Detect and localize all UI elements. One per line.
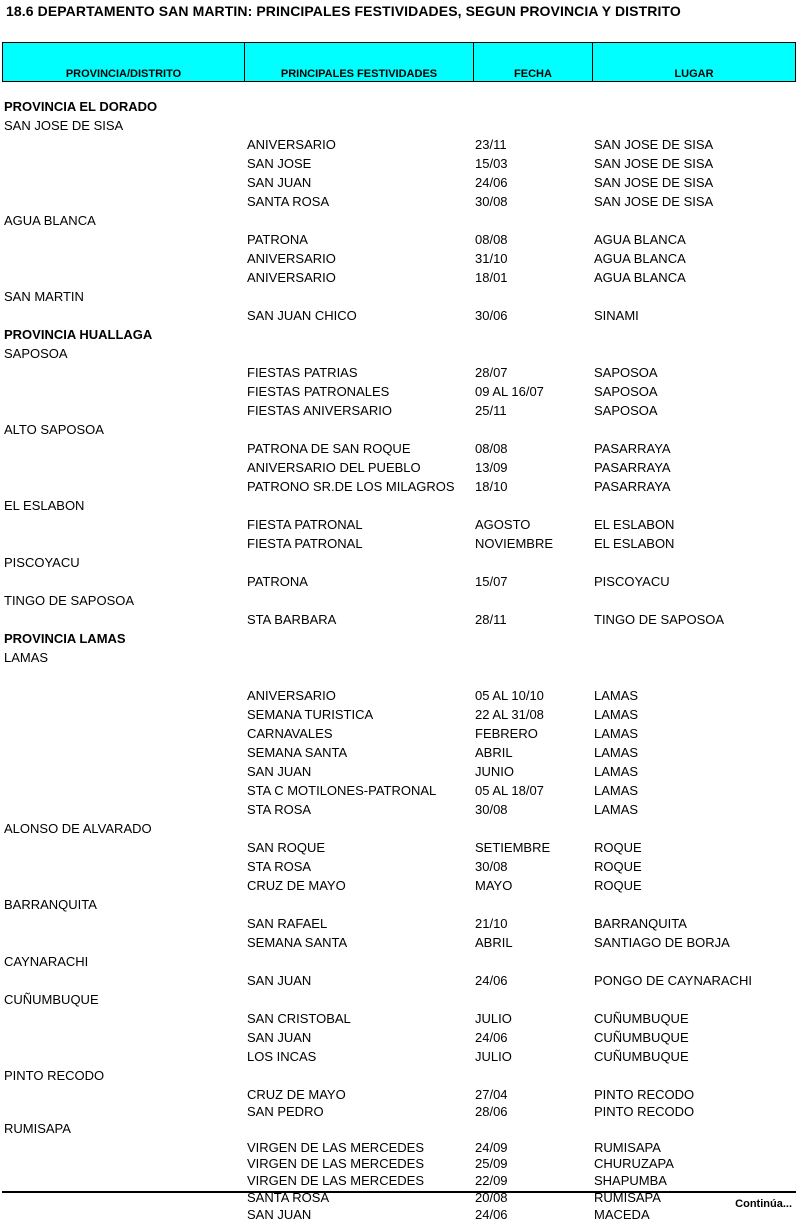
header-fecha: FECHA (474, 43, 593, 81)
festivity-cell: VIRGEN DE LAS MERCEDES (247, 1156, 424, 1172)
date-cell: 18/10 (475, 479, 508, 494)
date-cell: 15/03 (475, 156, 508, 171)
district-name: PINTO RECODO (4, 1068, 105, 1083)
district-name: SAN JOSE DE SISA (4, 118, 124, 133)
district-row (0, 211, 798, 230)
date-cell: 30/06 (475, 308, 508, 323)
table-row (0, 857, 798, 876)
place-cell: LAMAS (594, 783, 639, 798)
place-cell: RUMISAPA (594, 1139, 661, 1155)
date-cell: 28/11 (475, 612, 507, 627)
date-cell: 24/06 (475, 175, 508, 190)
table-row (0, 1009, 798, 1028)
date-cell: 22/09 (475, 1173, 508, 1188)
place-cell: MACEDA (594, 1206, 650, 1222)
district-name: BARRANQUITA (4, 897, 97, 912)
date-cell: 25/09 (475, 1156, 508, 1172)
festivity-cell: SAN ROQUE (247, 840, 326, 855)
table-row (0, 610, 798, 629)
district-row (0, 553, 798, 572)
place-cell: CUÑUMBUQUE (594, 1011, 689, 1026)
district-row (0, 895, 798, 914)
date-cell: 15/07 (475, 574, 508, 589)
date-cell: 05 AL 10/10 (475, 688, 544, 703)
table-row (0, 1138, 798, 1155)
festivity-cell: SAN JUAN (247, 973, 312, 988)
header-lugar: LUGAR (674, 68, 714, 80)
table-row (0, 306, 798, 325)
table-row (0, 762, 798, 781)
district-name: CAYNARACHI (4, 954, 89, 969)
festivity-cell: ANIVERSARIO (247, 688, 336, 703)
table-row (0, 249, 798, 268)
table-row (0, 439, 798, 458)
festivity-cell: SEMANA SANTA (247, 935, 348, 950)
table-row (0, 135, 798, 154)
festivity-cell: CRUZ DE MAYO (247, 1087, 346, 1102)
table-row (0, 230, 798, 249)
festivity-cell: STA ROSA (247, 802, 312, 817)
date-cell: NOVIEMBRE (475, 536, 554, 551)
date-cell: JULIO (475, 1049, 512, 1064)
festivity-cell: CRUZ DE MAYO (247, 878, 346, 893)
table-row (0, 401, 798, 420)
date-cell: 30/08 (475, 859, 508, 874)
district-row (0, 952, 798, 971)
place-cell: SAN JOSE DE SISA (594, 175, 714, 190)
table-row (0, 1171, 798, 1188)
district-row (0, 420, 798, 439)
district-name: LAMAS (4, 650, 49, 665)
table-row (0, 876, 798, 895)
place-cell: AGUA BLANCA (594, 251, 686, 266)
district-name: ALONSO DE ALVARADO (4, 821, 152, 836)
place-cell: SAN JOSE DE SISA (594, 156, 714, 171)
festivity-cell: FIESTA PATRONAL (247, 536, 363, 551)
table-row (0, 477, 798, 496)
festivity-cell: SANTA ROSA (247, 1189, 330, 1205)
festivity-cell: ANIVERSARIO DEL PUEBLO (247, 460, 421, 475)
date-cell: 09 AL 16/07 (475, 384, 544, 399)
date-cell: MAYO (475, 878, 513, 893)
date-cell: 23/11 (475, 137, 507, 152)
province-name: PROVINCIA LAMAS (4, 631, 126, 646)
district-row (0, 990, 798, 1009)
district-name: SAPOSOA (4, 346, 68, 361)
place-cell: LAMAS (594, 726, 639, 741)
district-row (0, 648, 798, 667)
header-festividades: PRINCIPALES FESTIVIDADES (245, 43, 474, 81)
table-row (0, 363, 798, 382)
province-row (0, 325, 798, 344)
place-cell: LAMAS (594, 745, 639, 760)
festivity-cell: SEMANA TURISTICA (247, 707, 374, 722)
date-cell: 25/11 (475, 403, 507, 418)
place-cell: AGUA BLANCA (594, 270, 686, 285)
festivity-cell: FIESTAS ANIVERSARIO (247, 403, 392, 418)
table-row (0, 838, 798, 857)
date-cell: 30/08 (475, 802, 508, 817)
festivity-cell: ANIVERSARIO (247, 137, 336, 152)
district-name: RUMISAPA (4, 1120, 71, 1136)
table-row (0, 724, 798, 743)
table-row (0, 382, 798, 401)
table-row (0, 1154, 798, 1171)
place-cell: LAMAS (594, 688, 639, 703)
place-cell: PASARRAYA (594, 441, 671, 456)
festivity-cell: STA C MOTILONES-PATRONAL (247, 783, 437, 798)
place-cell: SHAPUMBA (594, 1173, 667, 1188)
header-provincia: PROVINCIA/DISTRITO (3, 43, 245, 81)
place-cell: SAN JOSE DE SISA (594, 194, 714, 209)
spacer-row (0, 667, 798, 686)
date-cell: 28/06 (475, 1103, 508, 1119)
place-cell: PASARRAYA (594, 479, 671, 494)
place-cell: PASARRAYA (594, 460, 671, 475)
place-cell: SAPOSOA (594, 384, 658, 399)
province-row (0, 97, 798, 116)
date-cell: 24/06 (475, 1206, 508, 1222)
festivity-cell: SAN JOSE (247, 156, 312, 171)
table-header (2, 42, 796, 82)
place-cell: EL ESLABON (594, 536, 675, 551)
place-cell: LAMAS (594, 764, 639, 779)
festivity-cell: SEMANA SANTA (247, 745, 348, 760)
place-cell: ROQUE (594, 859, 642, 874)
festivity-cell: STA ROSA (247, 859, 312, 874)
date-cell: ABRIL (475, 745, 513, 760)
festivity-cell: SAN JUAN (247, 764, 312, 779)
table-row (0, 572, 798, 591)
place-cell: SAPOSOA (594, 365, 658, 380)
table-row (0, 971, 798, 990)
place-cell: LAMAS (594, 707, 639, 722)
district-row (0, 344, 798, 363)
province-name: PROVINCIA HUALLAGA (4, 327, 153, 342)
district-row (0, 116, 798, 135)
district-name: SAN MARTIN (4, 289, 84, 304)
place-cell: BARRANQUITA (594, 916, 687, 931)
district-name: CUÑUMBUQUE (4, 992, 99, 1007)
date-cell: 13/09 (475, 460, 508, 475)
table-row (0, 743, 798, 762)
festivity-cell: PATRONA DE SAN ROQUE (247, 441, 411, 456)
festivity-cell: SAN CRISTOBAL (247, 1011, 351, 1026)
festivity-cell: SAN JUAN (247, 1206, 312, 1222)
table-row (0, 1028, 798, 1047)
festivity-cell: SANTA ROSA (247, 194, 330, 209)
district-row (0, 1119, 798, 1138)
place-cell: RUMISAPA (594, 1189, 661, 1205)
festivity-cell: ANIVERSARIO (247, 251, 336, 266)
festivity-cell: SAN JUAN CHICO (247, 308, 357, 323)
date-cell: 08/08 (475, 232, 508, 247)
date-cell: 24/06 (475, 973, 508, 988)
district-row (0, 287, 798, 306)
table-row (0, 933, 798, 952)
table-row (0, 1205, 798, 1222)
festivity-cell: SAN RAFAEL (247, 916, 328, 931)
table-row (0, 458, 798, 477)
place-cell: CUÑUMBUQUE (594, 1049, 689, 1064)
festivity-cell: LOS INCAS (247, 1049, 317, 1064)
place-cell: SANTIAGO DE BORJA (594, 935, 730, 950)
date-cell: 28/07 (475, 365, 508, 380)
place-cell: PONGO DE CAYNARACHI (594, 973, 752, 988)
district-name: ALTO SAPOSOA (4, 422, 104, 437)
place-cell: CUÑUMBUQUE (594, 1030, 689, 1045)
table-row (0, 1085, 798, 1102)
date-cell: 31/10 (475, 251, 508, 266)
festivity-cell: CARNAVALES (247, 726, 333, 741)
table-row (0, 705, 798, 724)
place-cell: AGUA BLANCA (594, 232, 686, 247)
table-row (0, 173, 798, 192)
table-row (0, 800, 798, 819)
district-row (0, 819, 798, 838)
date-cell: 08/08 (475, 441, 508, 456)
table-row (0, 1047, 798, 1066)
district-name: PISCOYACU (4, 555, 80, 570)
table-row (0, 192, 798, 211)
festivity-cell: FIESTAS PATRIAS (247, 365, 358, 380)
place-cell: TINGO DE SAPOSOA (594, 612, 725, 627)
date-cell: 24/06 (475, 1030, 508, 1045)
date-cell: JULIO (475, 1011, 512, 1026)
province-row (0, 629, 798, 648)
district-row (0, 591, 798, 610)
place-cell: SAN JOSE DE SISA (594, 137, 714, 152)
place-cell: ROQUE (594, 878, 642, 893)
place-cell: PINTO RECODO (594, 1087, 695, 1102)
bottom-divider (2, 1191, 796, 1193)
festivity-cell: SAN JUAN (247, 1030, 312, 1045)
place-cell: LAMAS (594, 802, 639, 817)
festivity-cell: PATRONA (247, 574, 308, 589)
festivity-cell: STA BARBARA (247, 612, 337, 627)
festivity-cell: PATRONA (247, 232, 308, 247)
continues-note: Continúa... (735, 1198, 792, 1210)
festivity-cell: VIRGEN DE LAS MERCEDES (247, 1173, 424, 1188)
date-cell: 24/09 (475, 1139, 508, 1155)
place-cell: SAPOSOA (594, 403, 658, 418)
date-cell: SETIEMBRE (475, 840, 551, 855)
district-name: TINGO DE SAPOSOA (4, 593, 135, 608)
place-cell: SINAMI (594, 308, 639, 323)
festivity-cell: VIRGEN DE LAS MERCEDES (247, 1139, 424, 1155)
page-title: 18.6 DEPARTAMENTO SAN MARTIN: PRINCIPALES FESTIVIDADES, SEGUN PROVINCIA Y DISTRITO (6, 3, 681, 19)
date-cell: 30/08 (475, 194, 508, 209)
place-cell: CHURUZAPA (594, 1156, 674, 1172)
table-row (0, 781, 798, 800)
table-row (0, 914, 798, 933)
festivity-cell: SAN JUAN (247, 175, 312, 190)
table-row (0, 1102, 798, 1119)
date-cell: 21/10 (475, 916, 508, 931)
district-name: AGUA BLANCA (4, 213, 96, 228)
date-cell: ABRIL (475, 935, 513, 950)
date-cell: 05 AL 18/07 (475, 783, 544, 798)
place-cell: PINTO RECODO (594, 1103, 695, 1119)
table-row (0, 268, 798, 287)
date-cell: FEBRERO (475, 726, 538, 741)
district-row (0, 496, 798, 515)
place-cell: EL ESLABON (594, 517, 675, 532)
district-row (0, 1066, 798, 1085)
table-row (0, 515, 798, 534)
place-cell: PISCOYACU (594, 574, 670, 589)
province-name: PROVINCIA EL DORADO (4, 99, 158, 114)
festivity-cell: ANIVERSARIO (247, 270, 336, 285)
festivity-cell: FIESTA PATRONAL (247, 517, 363, 532)
date-cell: 27/04 (475, 1087, 508, 1102)
festivity-cell: PATRONO SR.DE LOS MILAGROS (247, 479, 455, 494)
festivity-cell: SAN PEDRO (247, 1103, 324, 1119)
date-cell: 22 AL 31/08 (475, 707, 544, 722)
date-cell: JUNIO (475, 764, 514, 779)
table-body (0, 97, 798, 1221)
festivity-cell: FIESTAS PATRONALES (247, 384, 390, 399)
date-cell: 20/08 (475, 1189, 508, 1205)
date-cell: AGOSTO (475, 517, 531, 532)
place-cell: ROQUE (594, 840, 642, 855)
table-row (0, 154, 798, 173)
date-cell: 18/01 (475, 270, 508, 285)
district-name: EL ESLABON (4, 498, 85, 513)
table-row (0, 686, 798, 705)
table-row (0, 534, 798, 553)
